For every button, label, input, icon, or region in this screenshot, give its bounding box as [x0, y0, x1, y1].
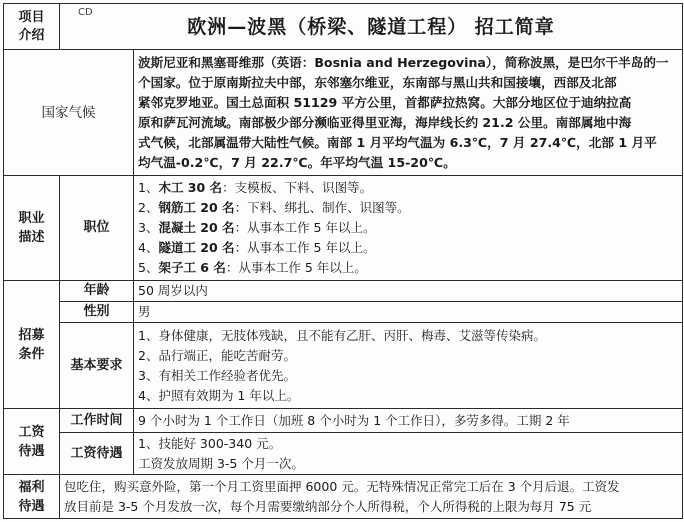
- climate-line: 均气温-0.2℃，7 月 22.7℃。年平均气温 15-20℃。: [138, 154, 456, 170]
- job-name: 混凝土 20 名: [158, 220, 235, 235]
- job-num: 2、: [138, 200, 159, 215]
- header-label-line2: 介绍: [18, 27, 45, 43]
- climate-line: 紧邻克罗地亚。国土总面积 51129 平方公里，首都萨拉热窝。大部分地区位于迪纳拉高: [138, 94, 632, 110]
- pay-value: [134, 433, 683, 475]
- age-row: [4, 281, 683, 302]
- climate-line: 个国家。位于原南斯拉夫中部，东邻塞尔维亚，东南部与黑山共和国接壤，西部及北部: [138, 74, 617, 90]
- pay-line: 1、技能好 300-340 元。: [138, 435, 282, 451]
- wage-section-label: [4, 409, 60, 475]
- job-name: 木工 30 名: [158, 180, 223, 195]
- pay-row: [4, 433, 683, 475]
- jobs-position-label: 职位: [60, 176, 134, 281]
- welfare-line: 包吃住，购买意外险，第一个月工资里面押 6000 元。无特殊情况正常完工后在 3 个月后退。工资发: [64, 478, 620, 494]
- job-num: 4、: [138, 240, 159, 255]
- welfare-text: [60, 475, 683, 519]
- climate-row: [4, 50, 683, 176]
- pay-label: 工资待遇: [60, 433, 134, 475]
- gender-value: 男: [134, 302, 683, 323]
- recruitment-table: [3, 3, 683, 519]
- job-item: [138, 258, 678, 278]
- basic-req-row: [4, 323, 683, 409]
- work-hours-value: 9 个小时为 1 个工作日（加班 8 个小时为 1 个工作日），多劳多得。工期 2 年: [134, 409, 683, 433]
- job-item: [138, 238, 678, 258]
- job-name: 钢筋工 20 名: [158, 200, 235, 215]
- job-desc: ：从事本工作 5 年以上。: [225, 260, 367, 275]
- basic-req-list: [134, 323, 683, 409]
- climate-label: 国家气候: [4, 50, 134, 176]
- age-label: 年龄: [60, 281, 134, 302]
- jobs-list: [134, 176, 683, 281]
- header-label: [4, 4, 60, 50]
- basic-req-item: 1、身体健康，无肢体残缺，且不能有乙肝、丙肝、梅毒、艾滋等传染病。: [138, 327, 546, 343]
- welfare-section-label: [4, 475, 60, 519]
- climate-line: 式气候，北部属温带大陆性气候。南部 1 月平均气温为 6.3℃，7 月 27.4℃，北部 1 月平: [138, 134, 657, 150]
- work-hours-label: 工作时间: [60, 409, 134, 433]
- welfare-section-line1: 福利: [18, 479, 45, 495]
- wage-section-line1: 工资: [18, 424, 45, 440]
- recruit-section-line2: 条件: [18, 346, 45, 362]
- age-value: 50 周岁以内: [134, 281, 683, 302]
- job-desc: ：从事本工作 5 年以上。: [234, 220, 376, 235]
- job-name: 隧道工 20 名: [158, 240, 235, 255]
- job-desc: ：支模板、下料、识图等。: [222, 180, 373, 195]
- climate-line: 波斯尼亚和黑塞哥维那（英语：Bosnia and Herzegovina），简称波黑，是巴尔干半岛的一: [138, 54, 669, 70]
- header-label-line1: 项目: [18, 9, 45, 25]
- job-item: [138, 218, 678, 238]
- jobs-section-line1: 职业: [18, 211, 45, 226]
- header-title-wrap: [60, 5, 682, 49]
- header-row: [4, 4, 683, 50]
- basic-req-item: 3、有相关工作经验者优先。: [138, 367, 296, 383]
- gender-row: [4, 302, 683, 323]
- recruit-section-label: [4, 281, 60, 409]
- work-hours-row: [4, 409, 683, 433]
- header-title-cell: [60, 4, 683, 50]
- welfare-line: 放目前是 3-5 个月发放一次，每个月需要缴纳部分个人所得税，个人所得税的上限为每月 75 元: [64, 498, 592, 514]
- welfare-row: [4, 475, 683, 519]
- job-desc: ：下料、绑扎、制作、识图等。: [234, 200, 410, 215]
- basic-req-item: 4、护照有效期为 1 年以上。: [138, 387, 300, 403]
- jobs-section-label: [4, 176, 60, 281]
- recruit-section-line1: 招募: [18, 327, 45, 343]
- job-num: 5、: [138, 260, 159, 275]
- jobs-section-line2: 描述: [18, 230, 45, 245]
- wage-section-line2: 待遇: [18, 443, 45, 459]
- job-num: 3、: [138, 220, 159, 235]
- climate-text: [134, 50, 683, 176]
- gender-label: 性别: [60, 302, 134, 323]
- basic-req-label: 基本要求: [60, 323, 134, 409]
- job-item: [138, 178, 678, 198]
- job-item: [138, 198, 678, 218]
- job-name: 架子工 6 名: [158, 260, 226, 275]
- cd-tag: CD: [78, 6, 93, 18]
- page-title: 欧洲—波黑（桥梁、隧道工程） 招工简章: [187, 15, 555, 38]
- pay-line: 工资发放周期 3-5 个月一次。: [138, 455, 304, 471]
- basic-req-item: 2、品行端正，能吃苦耐劳。: [138, 347, 296, 363]
- climate-line: 原和萨瓦河流域。南部极少部分濒临亚得里亚海，海岸线长约 21.2 公里。南部属地中海: [138, 114, 632, 130]
- job-desc: ：从事本工作 5 年以上。: [234, 240, 376, 255]
- job-num: 1、: [138, 180, 159, 195]
- welfare-section-line2: 待遇: [18, 498, 45, 514]
- jobs-row: [4, 176, 683, 281]
